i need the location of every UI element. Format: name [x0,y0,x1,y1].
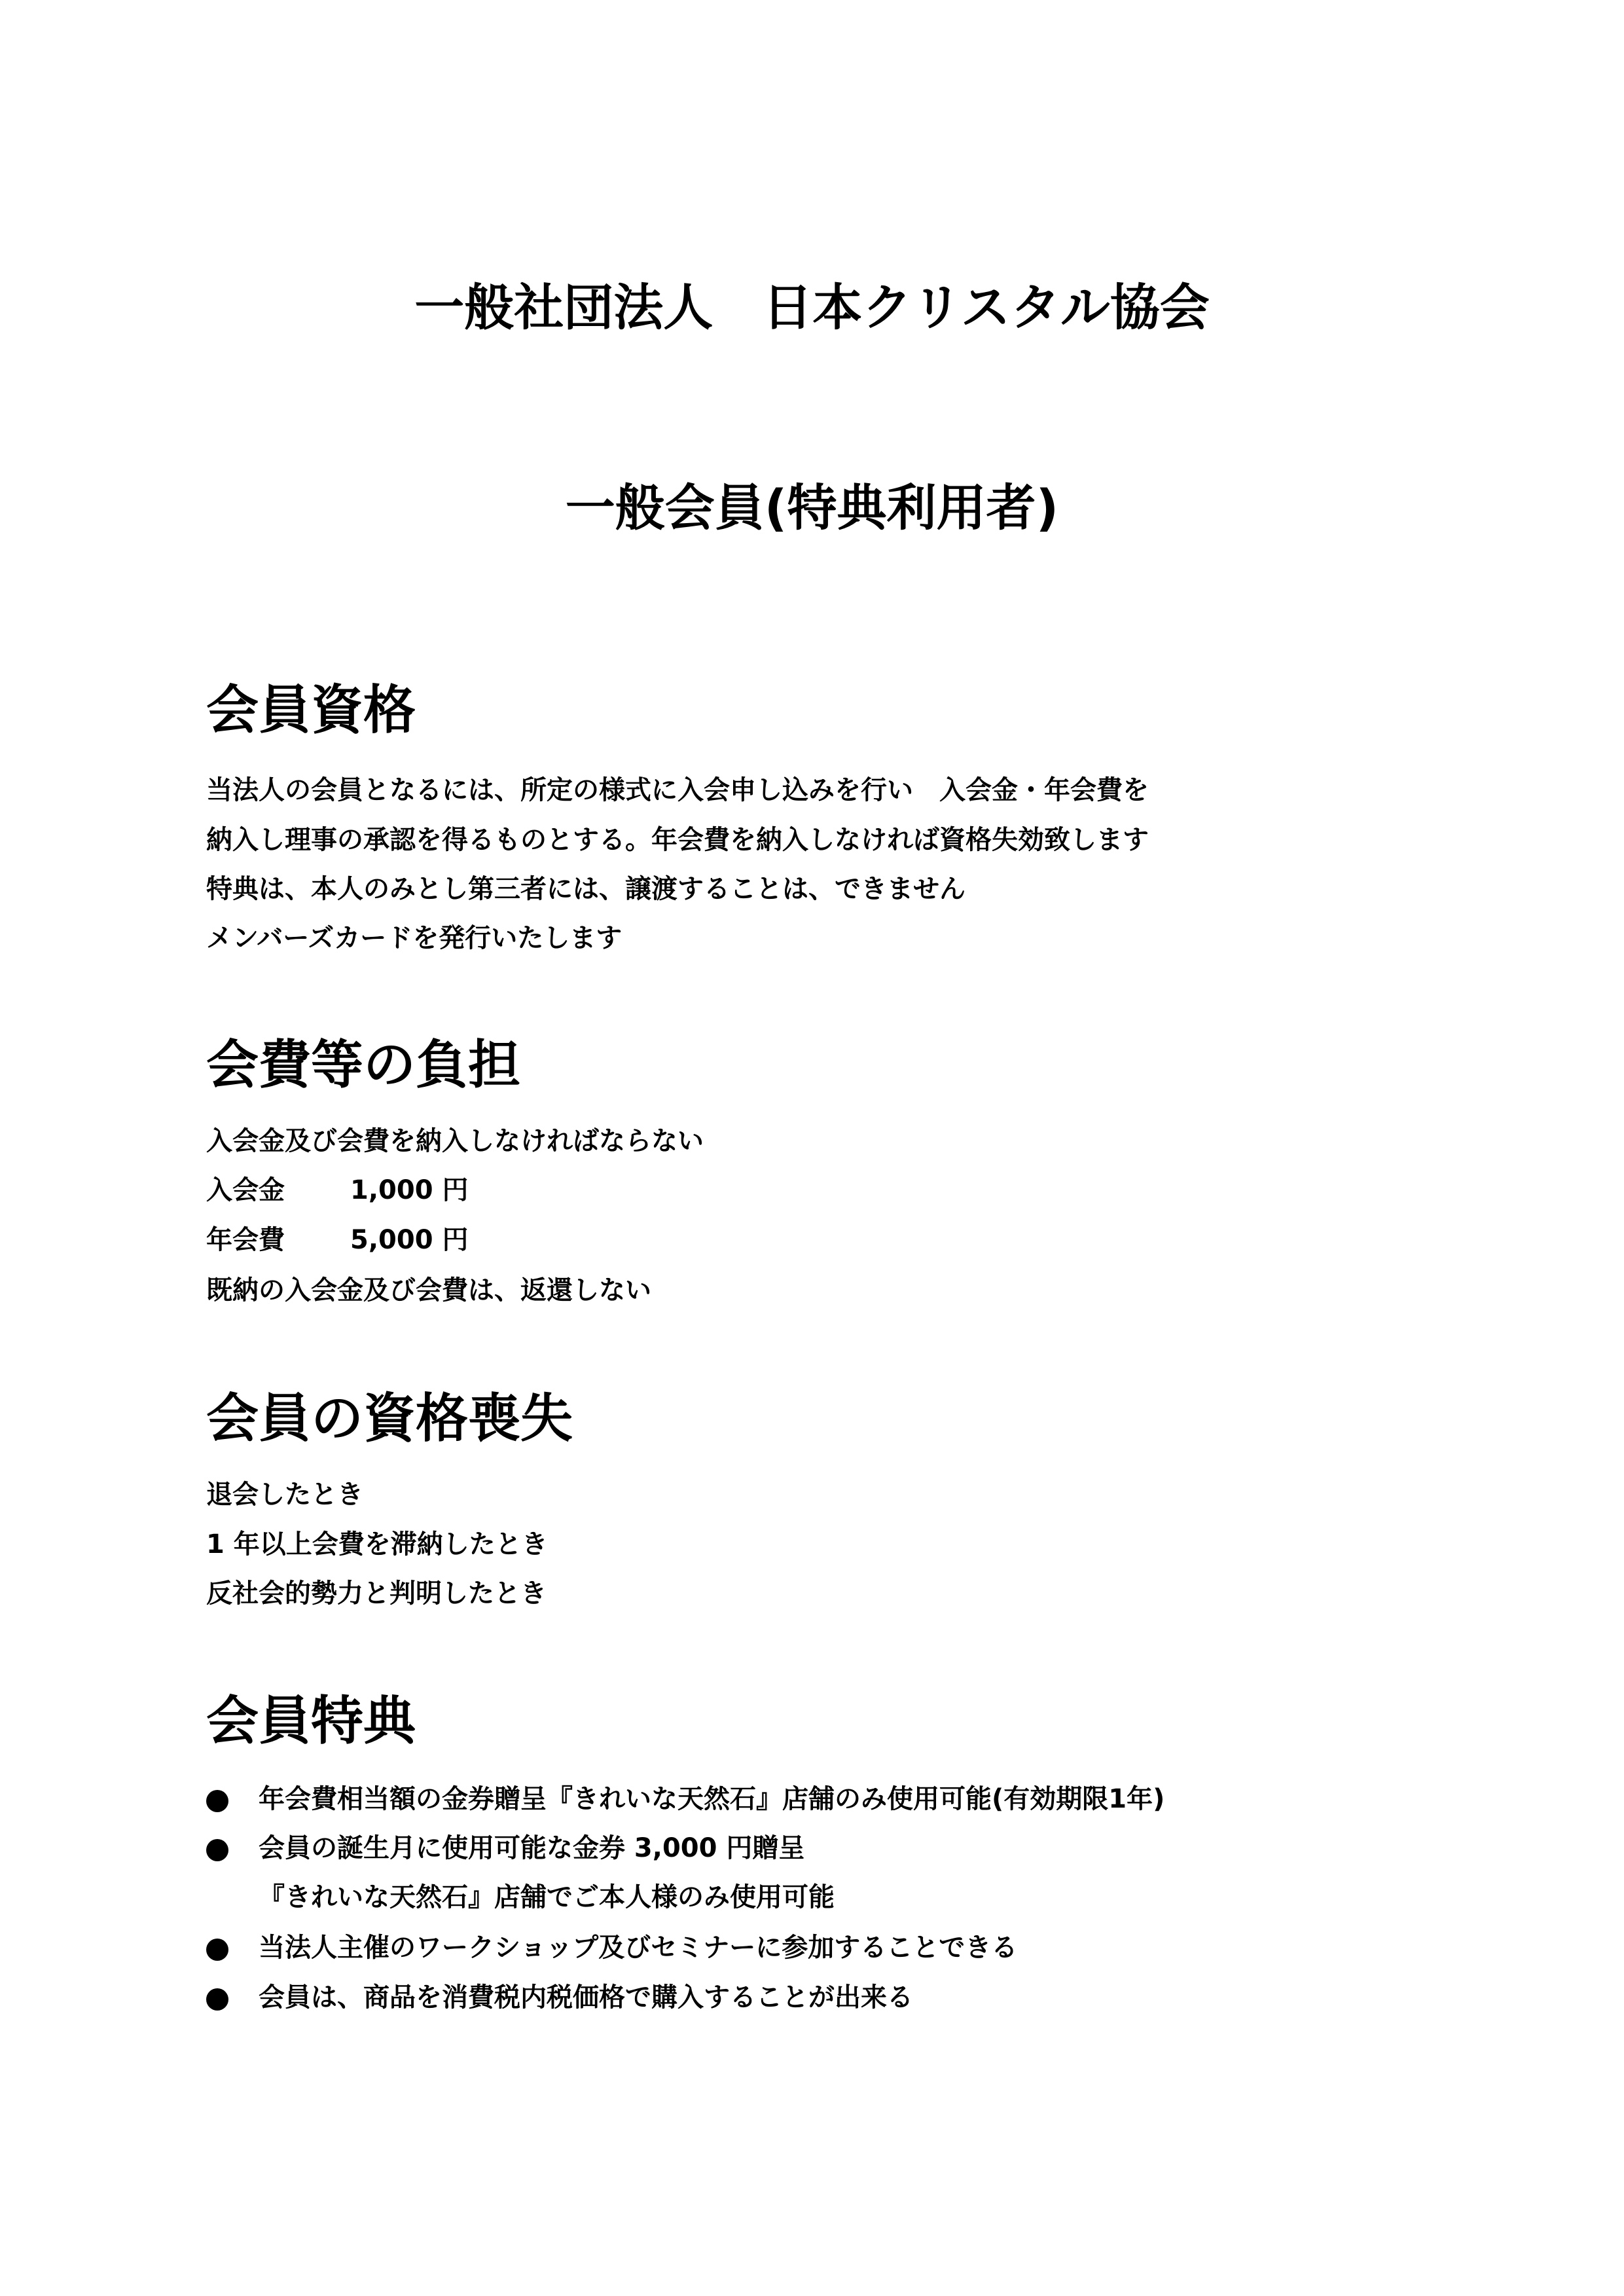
section-heading-benefits: 会員特典 [206,1690,416,1751]
qualification-line: 当法人の会員となるには、所定の様式に入会申し込みを行い 入会金・年会費を [206,775,1149,805]
bullet-icon [206,1939,228,1961]
bullet-icon [206,1839,228,1861]
loss-line: 反社会的勢力と判明したとき [206,1578,547,1609]
section-heading-qualification: 会員資格 [206,680,416,740]
loss-line: 1 年以上会費を滞納したとき [206,1529,548,1559]
entry-fee-label: 入会金 [206,1175,285,1205]
annual-fee-value: 5,000 円 [350,1225,469,1255]
loss-line: 退会したとき [206,1480,363,1510]
benefit-text: 当法人主催のワークショップ及びセミナーに参加することできる [259,1933,1018,1963]
entry-fee-row [206,1177,468,1203]
benefit-continuation: 『きれいな天然石』店舗でご本人様のみ使用可能 [259,1882,835,1912]
fees-note: 既納の入会金及び会費は、返還しない [206,1275,651,1305]
qualification-line: メンバーズカードを発行いたします [206,923,623,953]
annual-fee-label: 年会費 [206,1225,285,1255]
section-heading-loss: 会員の資格喪失 [206,1388,573,1449]
fees-intro: 入会金及び会費を納入しなければならない [206,1126,704,1156]
benefit-text: 会員は、商品を消費税内税価格で購入することが出来る [259,1982,913,2013]
bullet-icon [206,1790,228,1812]
annual-fee-row [206,1227,468,1253]
bullet-icon [206,1988,228,2011]
section-heading-fees: 会費等の負担 [206,1034,520,1095]
document-subtitle: 一般会員(特典利用者) [565,479,1059,537]
document-title: 一般社団法人 日本クリスタル協会 [414,278,1210,337]
qualification-line: 納入し理事の承認を得るものとする。年会費を納入しなければ資格失効致します [206,825,1149,855]
qualification-line: 特典は、本人のみとし第三者には、譲渡することは、できません [206,874,965,904]
benefit-text: 会員の誕生月に使用可能な金券 3,000 円贈呈 [259,1833,805,1863]
benefit-text: 年会費相当額の金券贈呈『きれいな天然石』店舗のみ使用可能(有効期限1年) [259,1784,1165,1814]
entry-fee-value: 1,000 円 [350,1175,469,1205]
